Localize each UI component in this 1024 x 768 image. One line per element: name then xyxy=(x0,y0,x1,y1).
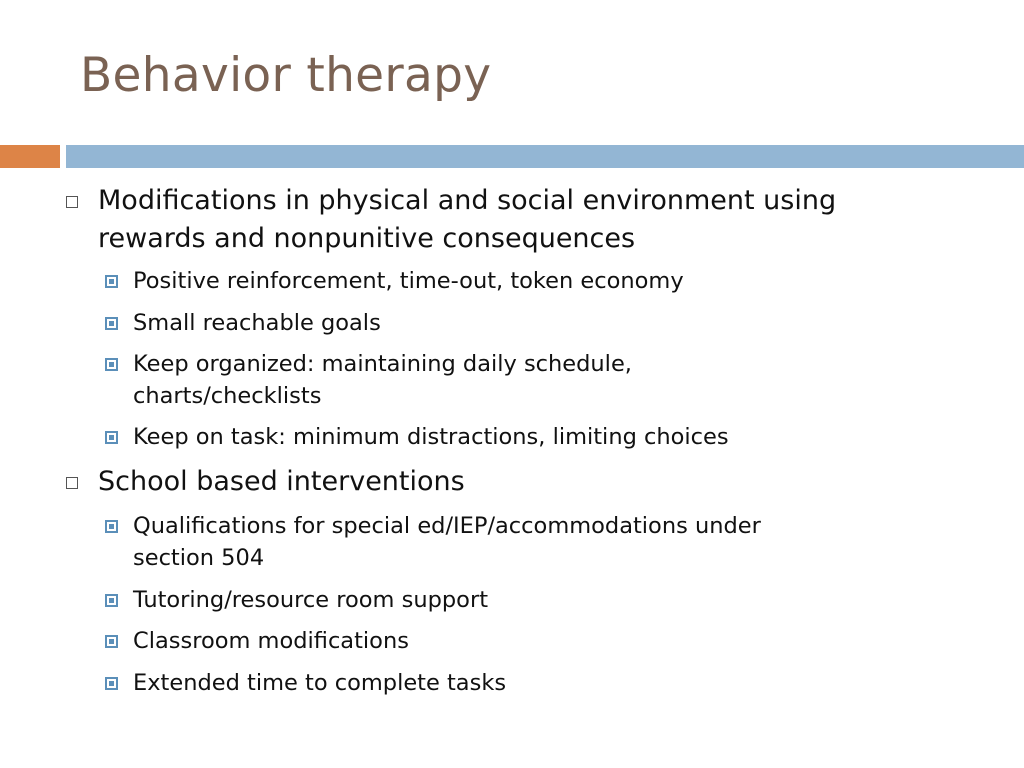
bullet-item-level2 xyxy=(133,510,761,574)
filled-square-bullet-icon xyxy=(105,317,118,330)
bullet-text-line: Qualifications for special ed/IEP/accommodations under xyxy=(133,513,761,539)
square-bullet-icon xyxy=(66,196,78,208)
bullet-item-level2 xyxy=(133,584,488,616)
slide-title: Behavior therapy xyxy=(80,48,492,103)
bullet-text-line: rewards and nonpunitive consequences xyxy=(98,223,636,254)
bullet-item-level2 xyxy=(133,307,381,339)
bullet-text-line: Modifications in physical and social environment using xyxy=(98,185,837,216)
bullet-item-level2 xyxy=(133,348,632,412)
bullet-text-line: School based interventions xyxy=(98,466,465,497)
bullet-item-level2 xyxy=(133,625,409,657)
bullet-text-line: Positive reinforcement, time-out, token economy xyxy=(133,268,684,294)
bullet-item-level2 xyxy=(133,667,506,699)
bullet-text-line: Classroom modifications xyxy=(133,628,409,654)
square-bullet-icon xyxy=(66,477,78,489)
filled-square-bullet-icon xyxy=(105,520,118,533)
accent-bar-orange xyxy=(0,145,60,168)
filled-square-bullet-icon xyxy=(105,431,118,444)
bullet-item-level1 xyxy=(98,182,836,258)
bullet-text-line: Small reachable goals xyxy=(133,310,381,336)
filled-square-bullet-icon xyxy=(105,594,118,607)
bullet-text-line: Keep on task: minimum distractions, limiting choices xyxy=(133,424,729,450)
bullet-item-level2 xyxy=(133,265,684,297)
bullet-item-level1 xyxy=(98,463,465,501)
bullet-item-level2 xyxy=(133,421,729,453)
bullet-text-line: charts/checklists xyxy=(133,383,322,409)
bullet-text-line: Tutoring/resource room support xyxy=(133,587,489,613)
filled-square-bullet-icon xyxy=(105,275,118,288)
accent-bar-blue xyxy=(66,145,1024,168)
bullet-text-line: section 504 xyxy=(133,545,265,571)
filled-square-bullet-icon xyxy=(105,358,118,371)
bullet-text-line: Extended time to complete tasks xyxy=(133,670,507,696)
bullet-text-line: Keep organized: maintaining daily schedule, xyxy=(133,351,632,377)
filled-square-bullet-icon xyxy=(105,677,118,690)
filled-square-bullet-icon xyxy=(105,635,118,648)
